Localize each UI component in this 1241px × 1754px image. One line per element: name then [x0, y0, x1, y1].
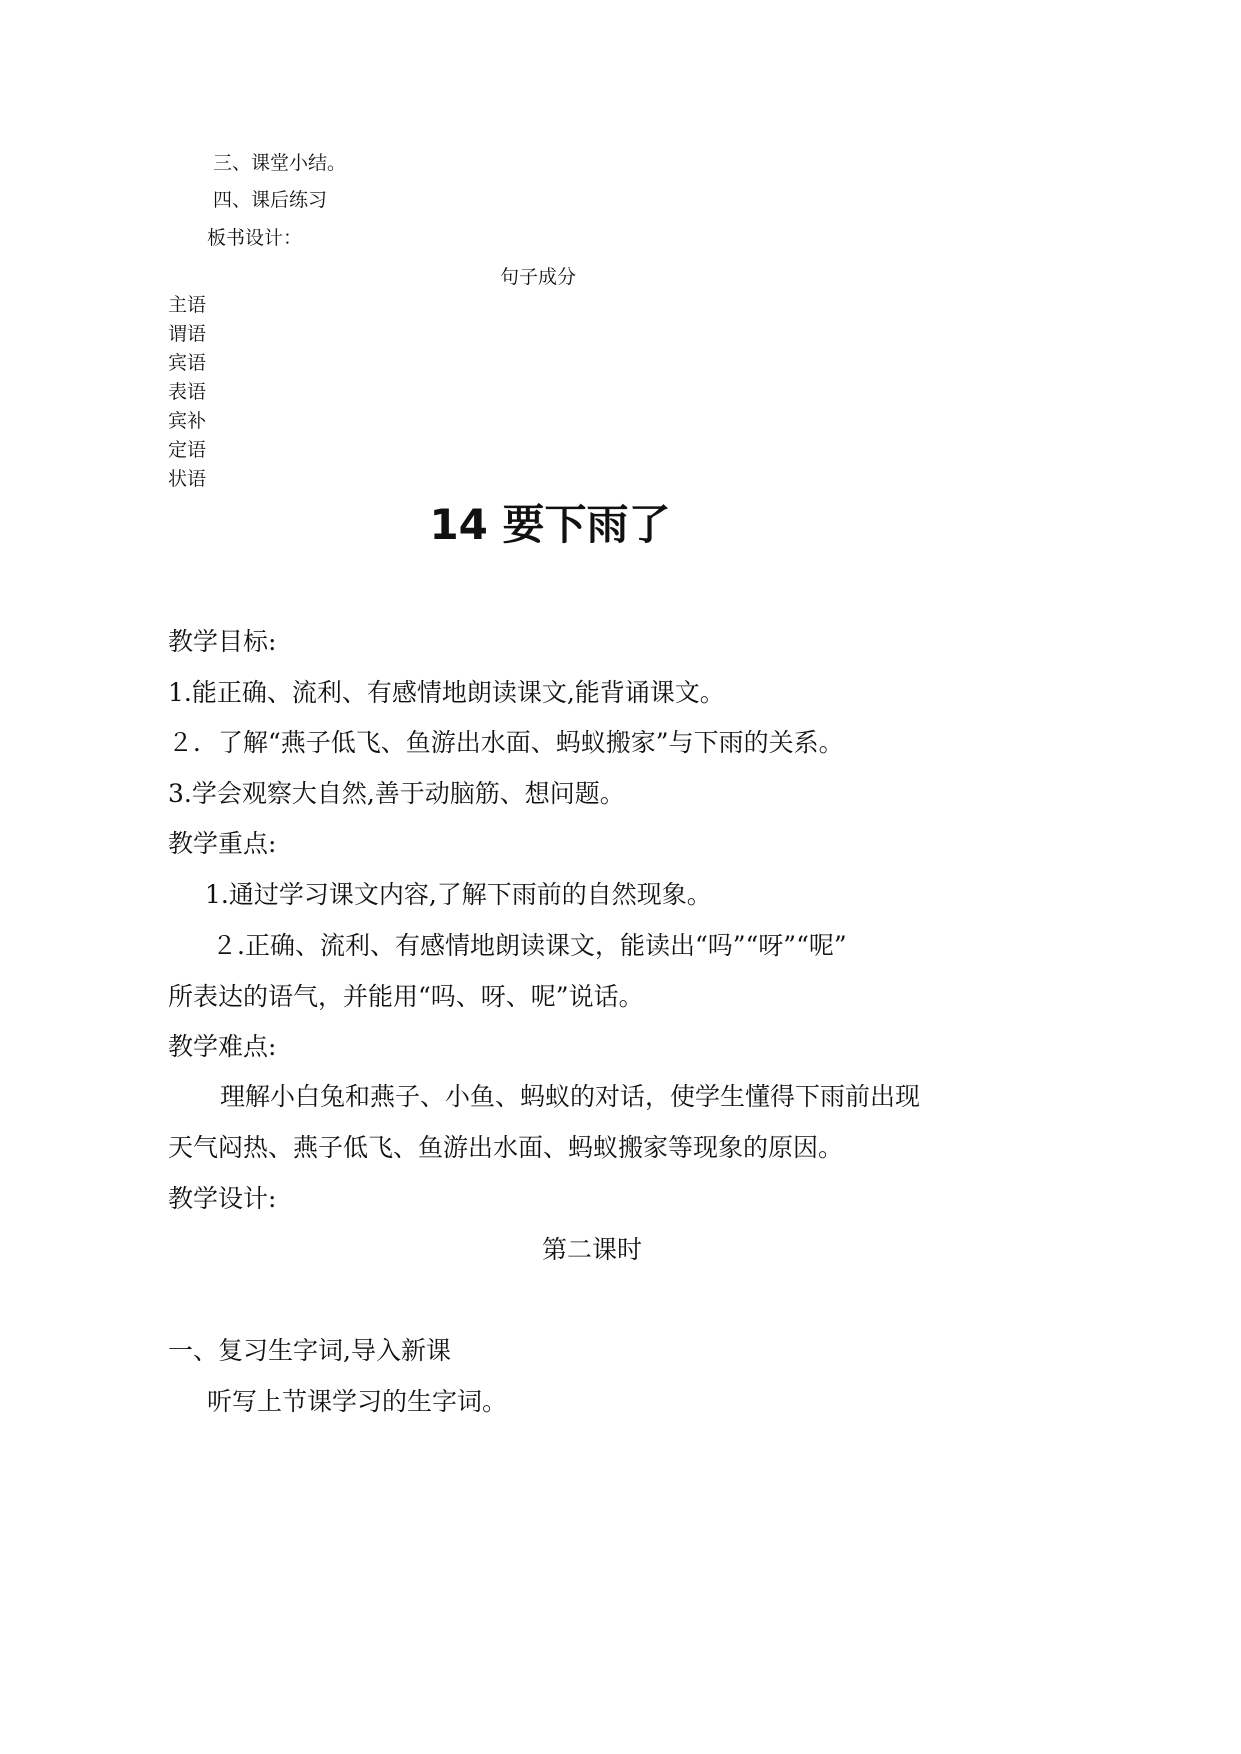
- section-1-text: 听写上节课学习的生字词。: [207, 1387, 508, 1416]
- objective-2: ２．了解“燕子低飞、鱼游出水面、蚂蚁搬家”与下雨的关系。: [168, 728, 844, 757]
- objective-1: 1.能正确、流利、有感情地朗读课文,能背诵课文。: [168, 678, 725, 707]
- key-points-heading: 教学重点:: [168, 829, 277, 858]
- component-predicative: 表语: [168, 381, 207, 403]
- key-point-2-line1: ２.正确、流利、有感情地朗读课文，能读出“吗”“呀”“呢”: [212, 931, 847, 960]
- period-heading: 第二课时: [542, 1235, 643, 1264]
- component-attributive: 定语: [168, 439, 207, 461]
- component-subject: 主语: [168, 294, 207, 316]
- board-title: 句子成分: [500, 266, 577, 288]
- lesson-title: 14 要下雨了: [429, 500, 671, 549]
- component-object-complement: 宾补: [168, 410, 207, 432]
- section-1-heading: 一、复习生字词,导入新课: [168, 1336, 451, 1365]
- component-adverbial: 状语: [168, 468, 207, 490]
- difficulty-line2: 天气闷热、燕子低飞、鱼游出水面、蚂蚁搬家等现象的原因。: [168, 1133, 844, 1162]
- component-predicate: 谓语: [168, 323, 207, 345]
- section-item-4: 四、课后练习: [213, 189, 328, 211]
- key-point-1: 1.通过学习课文内容,了解下雨前的自然现象。: [205, 880, 712, 909]
- section-item-3: 三、课堂小结。: [213, 152, 347, 174]
- component-object: 宾语: [168, 352, 207, 374]
- difficulty-line1: 理解小白兔和燕子、小鱼、蚂蚁的对话，使学生懂得下雨前出现: [220, 1082, 921, 1111]
- objectives-heading: 教学目标:: [168, 627, 277, 656]
- objective-3: 3.学会观察大自然,善于动脑筋、想问题。: [168, 779, 625, 808]
- key-point-2-line2: 所表达的语气，并能用“吗、呀、呢”说话。: [168, 982, 644, 1011]
- design-heading: 教学设计:: [168, 1184, 277, 1213]
- board-design-label: 板书设计：: [207, 227, 303, 249]
- difficulty-heading: 教学难点:: [168, 1032, 277, 1061]
